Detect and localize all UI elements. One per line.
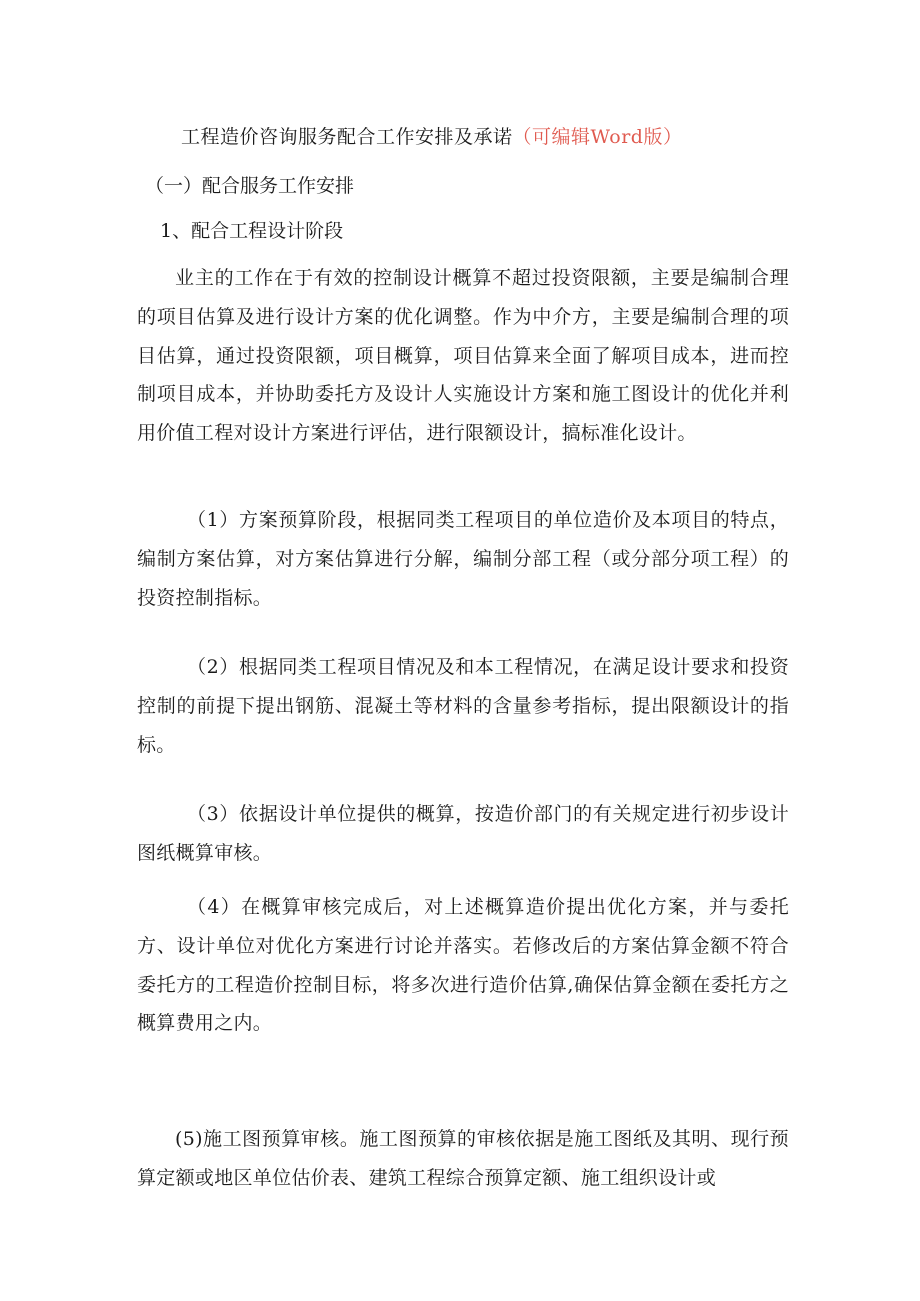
paragraph-item-1: （1）方案预算阶段，根据同类工程项目的单位造价及本项目的特点，编制方案估算，对方案估算进行分解，编制分部工程（或分部分项工程）的投资控制指标。 [137, 509, 789, 609]
paragraph-item-3: （3）依据设计单位提供的概算，按造价部门的有关规定进行初步设计图纸概算审核。 [137, 803, 789, 864]
paragraph-item-2: （2）根据同类工程项目情况及和本工程情况，在满足设计要求和投资控制的前提下提出钢筋、混凝土等材料的含量参考指标，提出限额设计的指标。 [137, 656, 789, 756]
subsection-heading: 1、配合工程设计阶段 [160, 220, 344, 242]
paragraph-intro: 业主的工作在于有效的控制设计概算不超过投资限额，主要是编制合理的项目估算及进行设计方案的优化调整。作为中介方，主要是编制合理的项目估算，通过投资限额，项目概算，项目估算来全面了解项目成本，进而控制项目成本，并协助委托方及设计人实施设计方案和施工图设计的优化并利用价值工程对设计方案进行评估，进行限额设计，搞标准化设计。 [137, 267, 789, 445]
title-editable-note: （可编辑Word版） [512, 126, 683, 148]
section-heading: （一）配合服务工作安排 [145, 175, 355, 197]
document-title [181, 124, 682, 150]
paragraph-item-4: （4）在概算审核完成后，对上述概算造价提出优化方案，并与委托方、设计单位对优化方案进行讨论并落实。若修改后的方案估算金额不符合委托方的工程造价控制目标，将多次进行造价估算,确保估算金额在委托方之概算费用之内。 [137, 896, 789, 1035]
title-main: 工程造价咨询服务配合工作安排及承诺 [181, 126, 513, 148]
paragraph-item-5: (5)施工图预算审核。施工图预算的审核依据是施工图纸及其明、现行预算定额或地区单位估价表、建筑工程综合预算定额、施工组织设计或 [137, 1128, 789, 1189]
